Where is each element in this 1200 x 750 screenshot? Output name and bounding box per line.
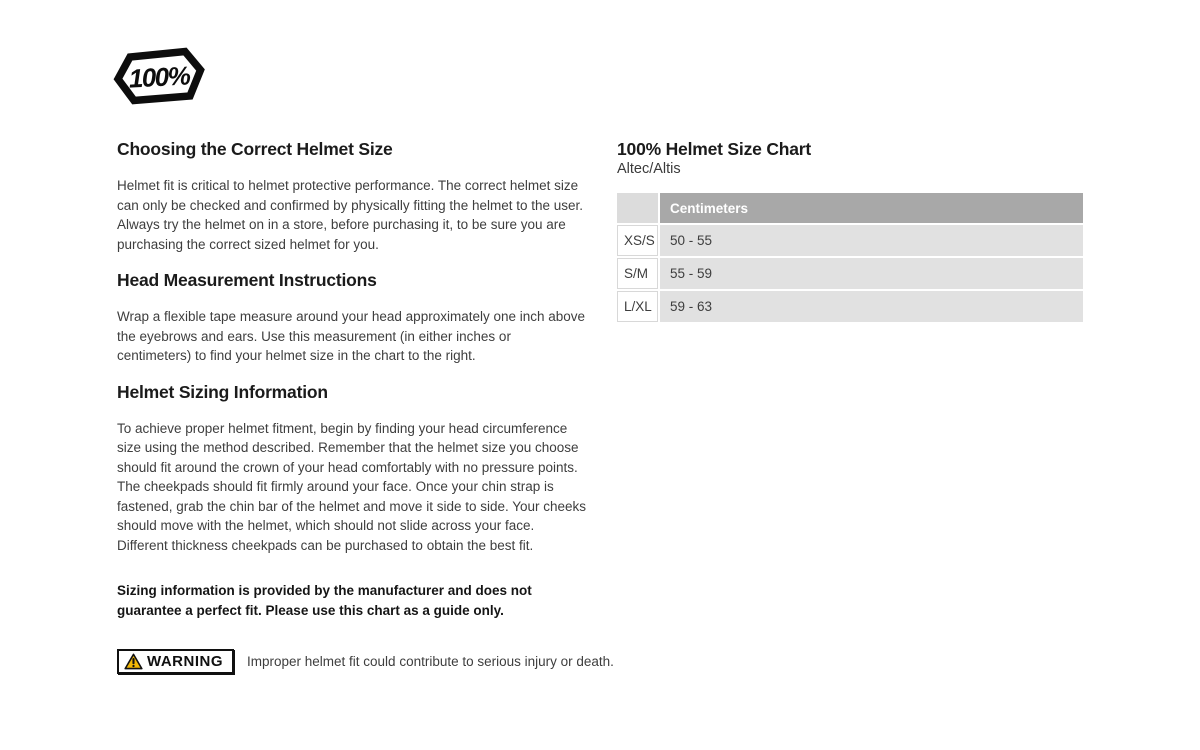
size-chart-table bbox=[615, 191, 1085, 324]
section-heading-sizing-information: Helmet Sizing Information bbox=[117, 381, 328, 402]
logo-text: 100% bbox=[128, 60, 190, 94]
warning-text: Improper helmet fit could contribute to serious injury or death. bbox=[247, 654, 614, 669]
size-chart-subtitle: Altec/Altis bbox=[617, 161, 681, 177]
section-body-choosing-size: Helmet fit is critical to helmet protective performance. The correct helmet size can only be checked and confirmed by physically fitting the helmet to the user. Always try the helmet on in a store, before purchasing it, to be sure you are purchasing the correct sized helmet for you. bbox=[117, 178, 584, 252]
section-heading-head-measurement: Head Measurement Instructions bbox=[117, 270, 377, 290]
centimeters-value-cell: 50 - 55 bbox=[660, 225, 1083, 256]
table-header-centimeters: Centimeters bbox=[660, 193, 1083, 223]
centimeters-value-cell: 59 - 63 bbox=[660, 291, 1083, 322]
size-chart-column bbox=[617, 140, 1085, 674]
size-chart-title: 100% Helmet Size Chart bbox=[617, 139, 812, 159]
size-label-cell: L/XL bbox=[617, 291, 658, 322]
table-row bbox=[617, 225, 1083, 256]
warning-triangle-icon bbox=[124, 653, 143, 670]
instructions-column bbox=[117, 139, 614, 674]
warning-label: WARNING bbox=[147, 653, 223, 670]
centimeters-value-cell: 55 - 59 bbox=[660, 258, 1083, 289]
warning-row bbox=[117, 649, 614, 674]
brand-logo-100percent bbox=[113, 47, 205, 105]
section-heading-choosing-size: Choosing the Correct Helmet Size bbox=[117, 139, 393, 159]
section-body-head-measurement: Wrap a flexible tape measure around your head approximately one inch above the eyebrows and ears. Use this measurement (in either inches or centimeters) to find your helmet size in the chart to the right. bbox=[117, 309, 586, 363]
size-label-cell: S/M bbox=[617, 258, 658, 289]
size-label-cell: XS/S bbox=[617, 225, 658, 256]
content-columns bbox=[117, 140, 1085, 674]
table-header-blank-cell bbox=[617, 193, 658, 223]
warning-badge bbox=[117, 649, 234, 674]
table-row bbox=[617, 291, 1083, 322]
section-body-sizing-information: To achieve proper helmet fitment, begin by finding your head circumference size using the method described. Remember that the helmet size you choose should fit around the crown of your head comfortably with no pressure points. The cheekpads should fit firmly around your face. Once your chin strap is fastened, grab the chin bar of the helmet and move it side to side. Your cheeks should move with the helmet, which should not slide across your face. Different thickness cheekpads can be purchased to obtain the best fit. bbox=[117, 420, 587, 553]
table-row bbox=[617, 258, 1083, 289]
hexagon-badge-icon bbox=[113, 47, 205, 105]
manufacturer-disclaimer: Sizing information is provided by the manufacturer and does not guarantee a perfect fit. Please use this chart as a guide only. bbox=[117, 583, 532, 618]
table-header-row bbox=[617, 193, 1083, 223]
